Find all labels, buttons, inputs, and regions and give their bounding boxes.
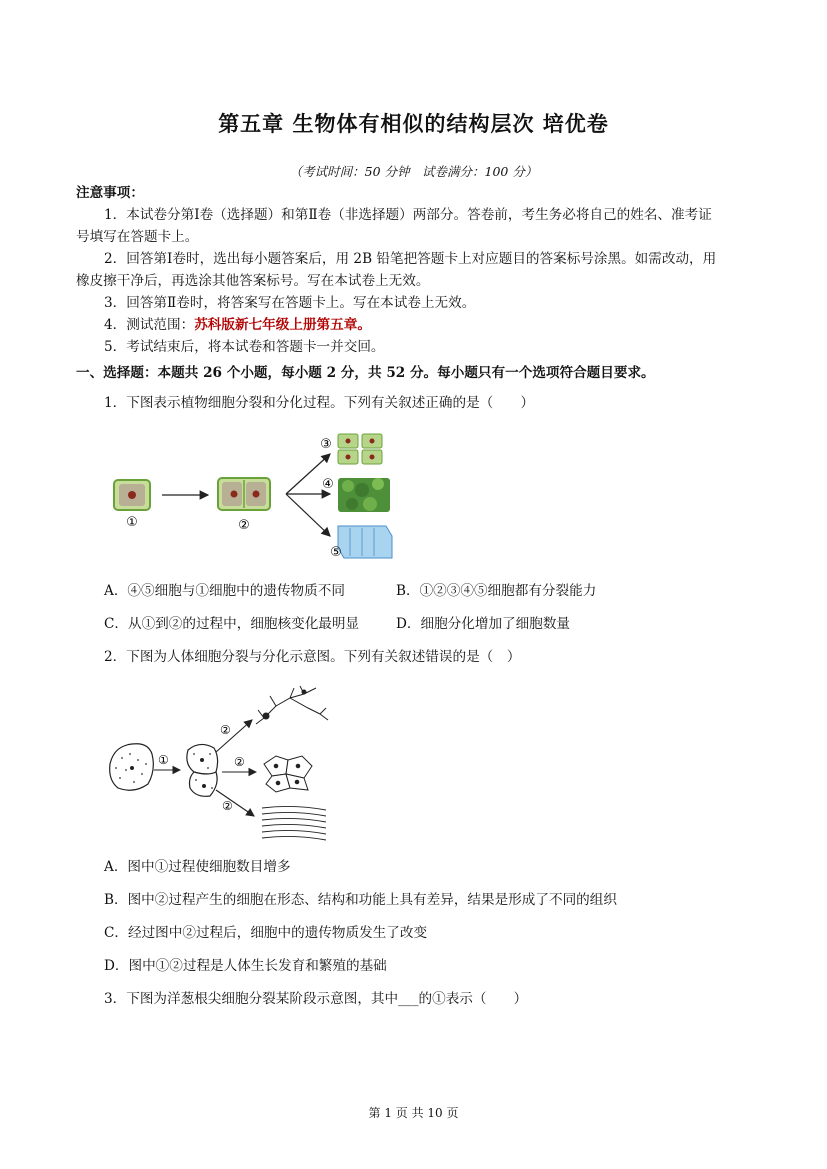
divided-cells: [187, 744, 218, 796]
notice-item-1-cont: 号填写在答题卡上。: [76, 229, 199, 245]
label-process-2-nerve: ②: [220, 723, 231, 737]
label-2: ②: [238, 518, 250, 533]
question-1-option-d[interactable]: D．细胞分化增加了细胞数量: [396, 616, 571, 632]
label-4: ④: [322, 477, 334, 492]
test-scope: 苏科版新七年级上册第五章。: [194, 317, 371, 333]
cell-2: [218, 478, 270, 510]
question-3-stem: 3．下图为洋葱根尖细胞分裂某阶段示意图，其中___的①表示（ ）: [104, 991, 528, 1007]
question-2-option-a[interactable]: A．图中①过程使细胞数目增多: [104, 859, 291, 875]
notice-item-4-prefix: 4．测试范围：: [104, 317, 195, 333]
human-cell-division-figure: [104, 684, 344, 844]
tissue-5-cells: [338, 526, 392, 558]
notice-item-2-cont: 橡皮擦干净后，再选涂其他答案标号。写在本试卷上无效。: [76, 273, 430, 289]
tissue-3-cells: [338, 434, 382, 464]
exam-info: （考试时间：50 分钟 试卷满分：100 分）: [289, 164, 538, 179]
page-title: 第五章 生物体有相似的结构层次 培优卷: [218, 111, 609, 136]
question-2-option-d[interactable]: D．图中①②过程是人体生长发育和繁殖的基础: [104, 958, 387, 974]
notice-item-3: 3．回答第Ⅱ卷时，将答案写在答题卡上。写在本试卷上无效。: [104, 295, 476, 311]
epithelial-tissue: [264, 756, 312, 792]
plant-cell-division-figure: [100, 428, 400, 564]
notice-item-1: 1．本试卷分第Ⅰ卷（选择题）和第Ⅱ卷（非选择题）两部分。答卷前，考生务必将自己的姓名、准考证: [104, 207, 712, 223]
label-process-1: ①: [158, 753, 169, 767]
question-1-option-b[interactable]: B．①②③④⑤细胞都有分裂能力: [396, 583, 597, 599]
page-footer: 第 1 页 共 10 页: [368, 1106, 459, 1120]
section-heading: 一、选择题：本题共 26 个小题，每小题 2 分，共 52 分。每小题只有一个选项符合题目要求。: [76, 365, 655, 381]
question-1-option-c[interactable]: C．从①到②的过程中，细胞核变化最明显: [104, 616, 360, 632]
label-process-2-muscle: ②: [222, 799, 233, 813]
notice-item-2: 2．回答第Ⅰ卷时，选出每小题答案后，用 2B 铅笔把答题卡上对应题目的答案标号涂黑。如需改动，用: [104, 251, 717, 267]
question-1-option-a[interactable]: A．④⑤细胞与①细胞中的遗传物质不同: [104, 583, 345, 599]
label-1: ①: [126, 515, 138, 530]
cell-1: [114, 480, 150, 510]
nerve-tissue: [256, 686, 328, 724]
notice-heading: 注意事项：: [76, 185, 144, 201]
label-process-2-epithelium: ②: [234, 755, 245, 769]
arrow-2-to-5: [286, 494, 330, 536]
question-2-option-b[interactable]: B．图中②过程产生的细胞在形态、结构和功能上具有差异，结果是形成了不同的组织: [104, 892, 617, 908]
label-5: ⑤: [330, 545, 342, 560]
question-2-option-c[interactable]: C．经过图中②过程后，细胞中的遗传物质发生了改变: [104, 925, 428, 941]
notice-item-4: [104, 314, 371, 336]
question-2-stem: 2．下图为人体细胞分裂与分化示意图。下列有关叙述错误的是（ ）: [104, 649, 521, 665]
tissue-4-cells: [338, 478, 390, 512]
question-1-stem: 1．下图表示植物细胞分裂和分化过程。下列有关叙述正确的是（ ）: [104, 395, 535, 411]
notice-item-5: 5．考试结束后，将本试卷和答题卡一并交回。: [104, 339, 385, 355]
muscle-tissue: [262, 806, 326, 840]
label-3: ③: [320, 437, 332, 452]
original-cell: [110, 744, 154, 791]
